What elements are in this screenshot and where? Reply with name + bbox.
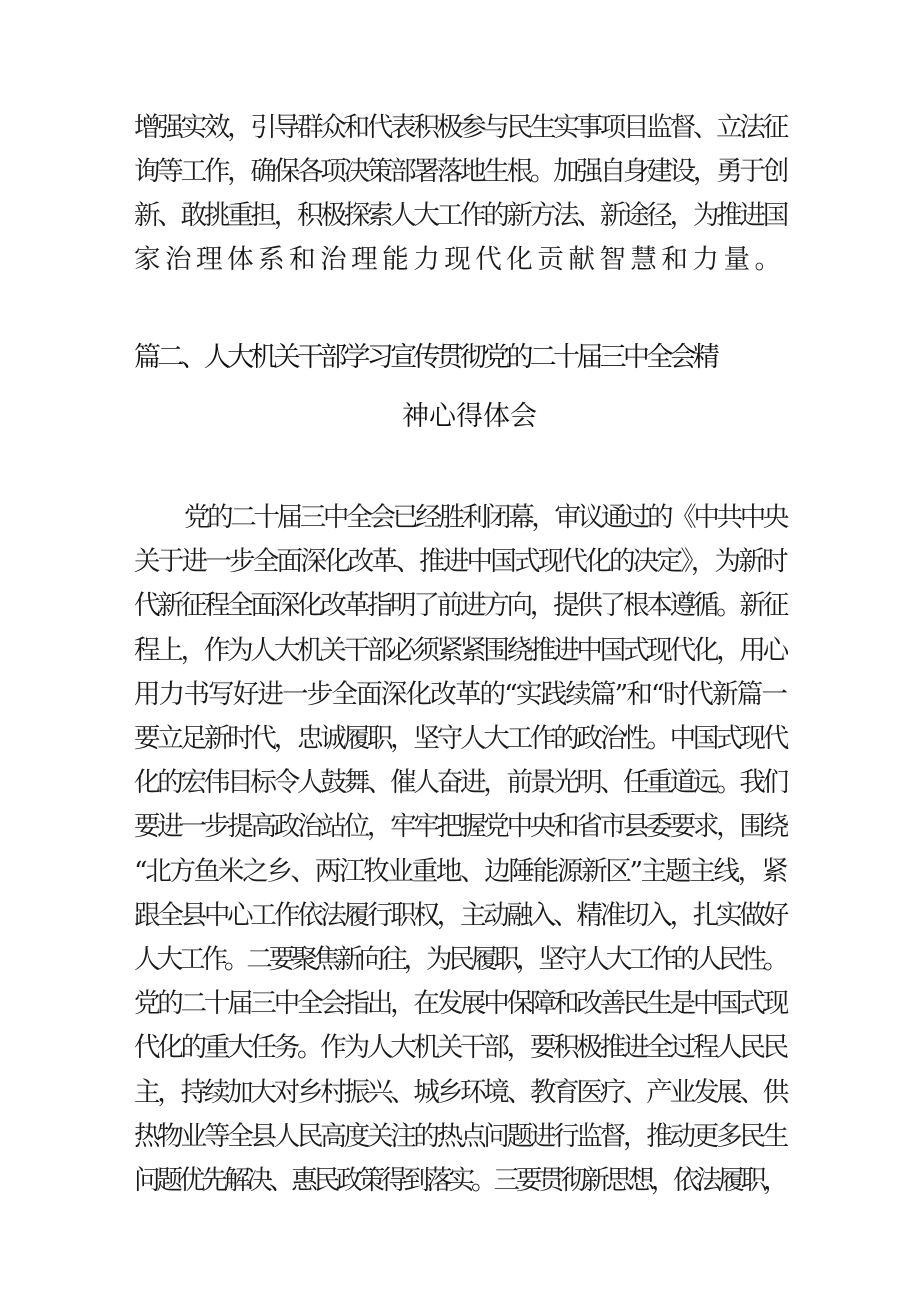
- section-heading-line-2: 神心得体会: [402, 401, 537, 432]
- paragraph-line: 热物业等全县人民高度关注的热点问题进行监督，推动更多民生: [134, 1121, 786, 1152]
- paragraph-line: 家治理体系和治理能力现代化贡献智慧和力量。: [134, 244, 786, 275]
- paragraph-line: 要立足新时代，忠诚履职，坚守人大工作的政治性。中国式现代: [134, 723, 786, 754]
- paragraph-line: 化的宏伟目标令人鼓舞、催人奋进，前景光明、任重道远。我们: [134, 767, 786, 798]
- paragraph-line: 党的二十届三中全会指出，在发展中保障和改善民生是中国式现: [134, 988, 786, 1019]
- paragraph-line: 代新征程全面深化改革指明了前进方向，提供了根本遵循。新征: [134, 590, 786, 621]
- paragraph-line: 程上，作为人大机关干部必须紧紧围绕推进中国式现代化，用心: [134, 635, 786, 666]
- paragraph-line: 人大工作。二要聚焦新向往，为民履职，坚守人大工作的人民性。: [134, 944, 786, 975]
- paragraph-line: 代化的重大任务。作为人大机关干部，要积极推进全过程人民民: [134, 1032, 786, 1063]
- paragraph-line: “北方鱼米之乡、两江牧业重地、边陲能源新区”主题主线，紧: [134, 856, 787, 887]
- paragraph-line: 要进一步提高政治站位，牢牢把握党中央和省市县委要求，围绕: [134, 811, 786, 842]
- paragraph-line: 增强实效，引导群众和代表积极参与民生实事项目监督、立法征: [134, 112, 786, 143]
- paragraph-line: 新、敢挑重担，积极探索人大工作的新方法、新途径，为推进国: [134, 200, 786, 231]
- paragraph-line: 问题优先解决、惠民政策得到落实。三要贯彻新思想，依法履职，: [134, 1165, 786, 1196]
- paragraph-line: 跟全县中心工作依法履行职权，主动融入、精准切入，扎实做好: [134, 900, 786, 931]
- paragraph-line: 党的二十届三中全会已经胜利闭幕，审议通过的《中共中央: [184, 502, 786, 533]
- section-heading-line-1: 篇二、人大机关干部学习宣传贯彻党的二十届三中全会精: [134, 342, 716, 373]
- paragraph-line: 关于进一步全面深化改革、推进中国式现代化的决定》，为新时: [134, 546, 786, 577]
- paragraph-line: 询等工作，确保各项决策部署落地生根。加强自身建设，勇于创: [134, 156, 786, 187]
- paragraph-line: 用力书写好进一步全面深化改革的“实践续篇”和“时代新篇一: [134, 679, 787, 710]
- paragraph-line: 主，持续加大对乡村振兴、城乡环境、教育医疗、产业发展、供: [134, 1077, 786, 1108]
